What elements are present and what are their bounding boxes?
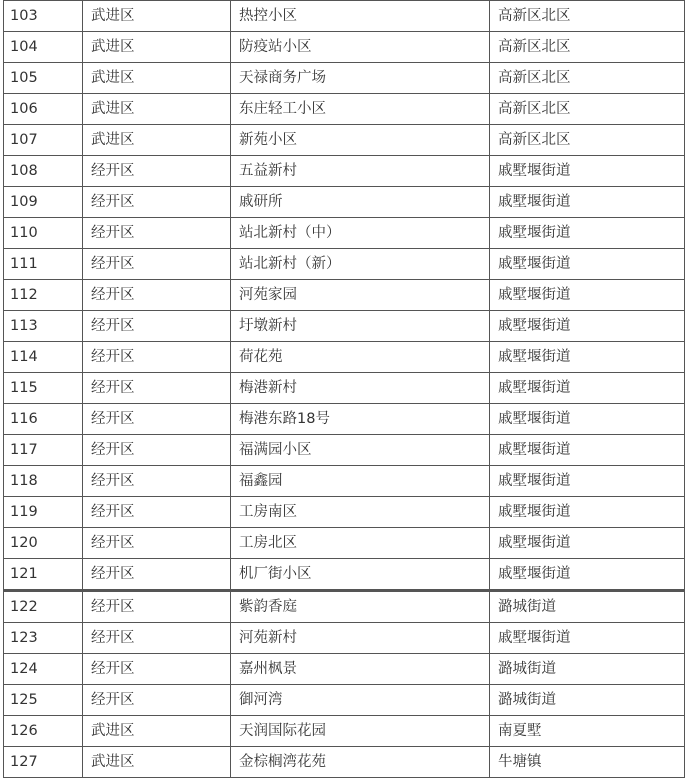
street-cell: 戚墅堰街道 bbox=[490, 280, 685, 311]
community-name-cell: 五益新村 bbox=[231, 156, 490, 187]
street-cell: 高新区北区 bbox=[490, 94, 685, 125]
row-number-cell: 113 bbox=[4, 311, 83, 342]
street-cell: 潞城街道 bbox=[490, 685, 685, 716]
row-number-cell: 127 bbox=[4, 747, 83, 778]
table-row bbox=[4, 747, 685, 778]
district-cell: 武进区 bbox=[83, 125, 231, 156]
district-cell: 武进区 bbox=[83, 63, 231, 94]
community-name-cell: 东庄轻工小区 bbox=[231, 94, 490, 125]
table-row bbox=[4, 623, 685, 654]
table-row bbox=[4, 404, 685, 435]
table-row bbox=[4, 218, 685, 249]
row-number-cell: 106 bbox=[4, 94, 83, 125]
table-row bbox=[4, 187, 685, 218]
district-cell: 经开区 bbox=[83, 591, 231, 623]
district-cell: 经开区 bbox=[83, 685, 231, 716]
community-name-cell: 站北新村（新） bbox=[231, 249, 490, 280]
district-cell: 经开区 bbox=[83, 559, 231, 591]
street-cell: 戚墅堰街道 bbox=[490, 187, 685, 218]
street-cell: 戚墅堰街道 bbox=[490, 218, 685, 249]
table-row bbox=[4, 528, 685, 559]
row-number-cell: 112 bbox=[4, 280, 83, 311]
street-cell: 戚墅堰街道 bbox=[490, 623, 685, 654]
table-row bbox=[4, 466, 685, 497]
row-number-cell: 109 bbox=[4, 187, 83, 218]
row-number-cell: 103 bbox=[4, 1, 83, 32]
community-name-cell: 御河湾 bbox=[231, 685, 490, 716]
table-body bbox=[4, 1, 685, 778]
table-row bbox=[4, 63, 685, 94]
street-cell: 牛塘镇 bbox=[490, 747, 685, 778]
street-cell: 戚墅堰街道 bbox=[490, 342, 685, 373]
district-cell: 经开区 bbox=[83, 156, 231, 187]
district-cell: 经开区 bbox=[83, 249, 231, 280]
row-number-cell: 118 bbox=[4, 466, 83, 497]
district-cell: 经开区 bbox=[83, 497, 231, 528]
street-cell: 戚墅堰街道 bbox=[490, 404, 685, 435]
row-number-cell: 104 bbox=[4, 32, 83, 63]
community-table-container bbox=[3, 0, 684, 778]
district-cell: 经开区 bbox=[83, 311, 231, 342]
street-cell: 戚墅堰街道 bbox=[490, 156, 685, 187]
street-cell: 戚墅堰街道 bbox=[490, 311, 685, 342]
table-row bbox=[4, 685, 685, 716]
row-number-cell: 108 bbox=[4, 156, 83, 187]
district-cell: 武进区 bbox=[83, 747, 231, 778]
row-number-cell: 111 bbox=[4, 249, 83, 280]
community-name-cell: 福鑫园 bbox=[231, 466, 490, 497]
community-name-cell: 新苑小区 bbox=[231, 125, 490, 156]
table-row bbox=[4, 716, 685, 747]
district-cell: 经开区 bbox=[83, 280, 231, 311]
table-row bbox=[4, 435, 685, 466]
street-cell: 戚墅堰街道 bbox=[490, 466, 685, 497]
table-row bbox=[4, 497, 685, 528]
row-number-cell: 125 bbox=[4, 685, 83, 716]
row-number-cell: 105 bbox=[4, 63, 83, 94]
district-cell: 武进区 bbox=[83, 716, 231, 747]
district-cell: 经开区 bbox=[83, 404, 231, 435]
district-cell: 武进区 bbox=[83, 32, 231, 63]
district-cell: 经开区 bbox=[83, 654, 231, 685]
community-name-cell: 圩墩新村 bbox=[231, 311, 490, 342]
district-cell: 武进区 bbox=[83, 94, 231, 125]
table-row bbox=[4, 125, 685, 156]
community-name-cell: 金棕榈湾花苑 bbox=[231, 747, 490, 778]
district-cell: 经开区 bbox=[83, 623, 231, 654]
community-name-cell: 紫韵香庭 bbox=[231, 591, 490, 623]
district-cell: 经开区 bbox=[83, 373, 231, 404]
street-cell: 戚墅堰街道 bbox=[490, 559, 685, 591]
table-row bbox=[4, 280, 685, 311]
community-name-cell: 戚研所 bbox=[231, 187, 490, 218]
row-number-cell: 110 bbox=[4, 218, 83, 249]
street-cell: 戚墅堰街道 bbox=[490, 528, 685, 559]
district-cell: 经开区 bbox=[83, 218, 231, 249]
community-name-cell: 河苑新村 bbox=[231, 623, 490, 654]
district-cell: 武进区 bbox=[83, 1, 231, 32]
row-number-cell: 117 bbox=[4, 435, 83, 466]
table-row bbox=[4, 249, 685, 280]
community-name-cell: 工房北区 bbox=[231, 528, 490, 559]
table-row bbox=[4, 32, 685, 63]
row-number-cell: 124 bbox=[4, 654, 83, 685]
district-cell: 经开区 bbox=[83, 435, 231, 466]
community-name-cell: 工房南区 bbox=[231, 497, 490, 528]
community-name-cell: 福满园小区 bbox=[231, 435, 490, 466]
table-row bbox=[4, 654, 685, 685]
community-table bbox=[3, 0, 685, 778]
table-row bbox=[4, 1, 685, 32]
community-name-cell: 机厂街小区 bbox=[231, 559, 490, 591]
row-number-cell: 126 bbox=[4, 716, 83, 747]
row-number-cell: 107 bbox=[4, 125, 83, 156]
community-name-cell: 嘉州枫景 bbox=[231, 654, 490, 685]
row-number-cell: 115 bbox=[4, 373, 83, 404]
district-cell: 经开区 bbox=[83, 342, 231, 373]
row-number-cell: 123 bbox=[4, 623, 83, 654]
street-cell: 戚墅堰街道 bbox=[490, 373, 685, 404]
table-row bbox=[4, 342, 685, 373]
row-number-cell: 120 bbox=[4, 528, 83, 559]
street-cell: 高新区北区 bbox=[490, 63, 685, 94]
table-row bbox=[4, 94, 685, 125]
community-name-cell: 天润国际花园 bbox=[231, 716, 490, 747]
community-name-cell: 站北新村（中） bbox=[231, 218, 490, 249]
row-number-cell: 119 bbox=[4, 497, 83, 528]
district-cell: 经开区 bbox=[83, 466, 231, 497]
row-number-cell: 121 bbox=[4, 559, 83, 591]
street-cell: 戚墅堰街道 bbox=[490, 435, 685, 466]
street-cell: 潞城街道 bbox=[490, 591, 685, 623]
street-cell: 潞城街道 bbox=[490, 654, 685, 685]
street-cell: 戚墅堰街道 bbox=[490, 497, 685, 528]
street-cell: 戚墅堰街道 bbox=[490, 249, 685, 280]
street-cell: 高新区北区 bbox=[490, 32, 685, 63]
community-name-cell: 梅港东路18号 bbox=[231, 404, 490, 435]
community-name-cell: 防疫站小区 bbox=[231, 32, 490, 63]
community-name-cell: 荷花苑 bbox=[231, 342, 490, 373]
community-name-cell: 天禄商务广场 bbox=[231, 63, 490, 94]
table-row bbox=[4, 591, 685, 623]
community-name-cell: 梅港新村 bbox=[231, 373, 490, 404]
row-number-cell: 122 bbox=[4, 591, 83, 623]
street-cell: 高新区北区 bbox=[490, 125, 685, 156]
community-name-cell: 热控小区 bbox=[231, 1, 490, 32]
district-cell: 经开区 bbox=[83, 187, 231, 218]
table-row bbox=[4, 311, 685, 342]
row-number-cell: 114 bbox=[4, 342, 83, 373]
row-number-cell: 116 bbox=[4, 404, 83, 435]
street-cell: 南夏墅 bbox=[490, 716, 685, 747]
community-name-cell: 河苑家园 bbox=[231, 280, 490, 311]
table-row bbox=[4, 373, 685, 404]
table-row bbox=[4, 156, 685, 187]
table-row bbox=[4, 559, 685, 591]
street-cell: 高新区北区 bbox=[490, 1, 685, 32]
district-cell: 经开区 bbox=[83, 528, 231, 559]
